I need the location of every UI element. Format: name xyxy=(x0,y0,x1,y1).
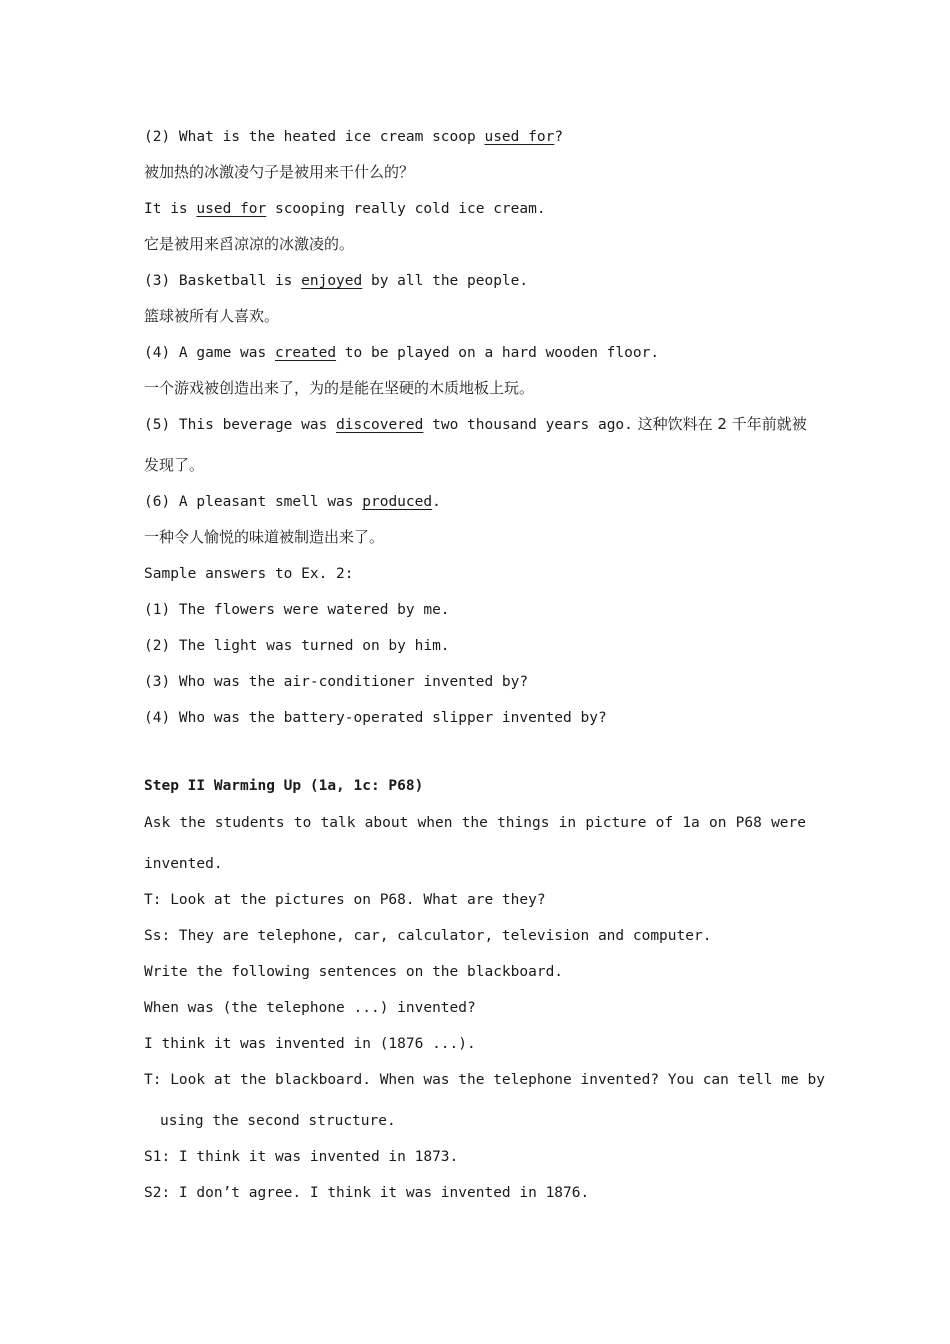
underlined-phrase: enjoyed xyxy=(301,273,363,289)
dialogue-student-1: S1: I think it was invented in 1873. xyxy=(144,1149,459,1165)
underlined-phrase: created xyxy=(274,345,337,361)
example-2-chinese: 被加热的冰激凌勺子是被用来干什么的？ xyxy=(144,163,415,181)
instruction-text-continued: invented. xyxy=(144,856,223,872)
dialogue-teacher-2-continued: using the second structure. xyxy=(160,1113,396,1129)
example-5-english xyxy=(144,414,807,435)
step-heading: Step II Warming Up (1a, 1c: P68) xyxy=(144,778,424,794)
example-6-chinese: 一种令人愉悦的味道被制造出来了。 xyxy=(144,528,385,546)
sample-answer-2: (2) The light was turned on by him. xyxy=(144,638,450,654)
sample-answer-4: (4) Who was the battery-operated slipper invented by? xyxy=(144,710,607,726)
chinese-translation: 这种饮料在 2 千年前就被 xyxy=(632,415,807,433)
underlined-phrase: used for xyxy=(484,129,555,145)
sample-answers-heading: Sample answers to Ex. 2: xyxy=(144,566,354,582)
dialogue-students: Ss: They are telephone, car, calculator, television and computer. xyxy=(144,928,712,944)
dialogue-teacher: T: Look at the pictures on P68. What are they? xyxy=(144,892,546,908)
example-2-answer-chinese: 它是被用来舀凉凉的冰激凌的。 xyxy=(144,235,355,253)
underlined-phrase: produced xyxy=(362,494,433,510)
text: by all the people. xyxy=(362,273,529,289)
example-5-chinese-continued: 发现了。 xyxy=(144,456,205,474)
text: It is xyxy=(144,201,197,217)
text: (3) Basketball is xyxy=(144,273,302,289)
blackboard-sentence-2: I think it was invented in (1876 ...). xyxy=(144,1036,476,1052)
text: ? xyxy=(554,129,564,145)
text: (4) A game was xyxy=(144,345,275,361)
example-3-chinese: 篮球被所有人喜欢。 xyxy=(144,307,280,325)
example-3-english xyxy=(144,271,528,291)
sample-answer-3: (3) Who was the air-conditioner invented by? xyxy=(144,674,529,690)
underlined-phrase: used for xyxy=(196,201,267,217)
sample-answer-1: (1) The flowers were watered by me. xyxy=(144,602,450,618)
example-2-english xyxy=(144,127,563,147)
dialogue-teacher-2: T: Look at the blackboard. When was the telephone invented? You can tell me by xyxy=(144,1072,825,1088)
text: . xyxy=(432,494,441,510)
example-4-chinese: 一个游戏被创造出来了，为的是能在坚硬的木质地板上玩。 xyxy=(144,379,535,397)
text: (5) This beverage was xyxy=(144,417,337,433)
example-2-answer-english xyxy=(144,199,546,219)
text: (2) What is the heated ice cream scoop xyxy=(144,129,485,145)
underlined-phrase: discovered xyxy=(336,417,424,433)
blackboard-sentence-1: When was (the telephone ...) invented? xyxy=(144,1000,476,1016)
text: (6) A pleasant smell was xyxy=(144,494,363,510)
text: to be played on a hard wooden floor. xyxy=(336,345,660,361)
text: scooping really cold ice cream. xyxy=(266,201,546,217)
dialogue-student-2: S2: I don’t agree. I think it was invented in 1876. xyxy=(144,1185,590,1201)
example-6-english xyxy=(144,492,441,512)
example-4-english xyxy=(144,343,659,363)
text: two thousand years ago. xyxy=(423,417,633,433)
instruction-blackboard: Write the following sentences on the blackboard. xyxy=(144,964,564,980)
instruction-text: Ask the students to talk about when the things in picture of 1a on P68 were xyxy=(144,815,806,831)
